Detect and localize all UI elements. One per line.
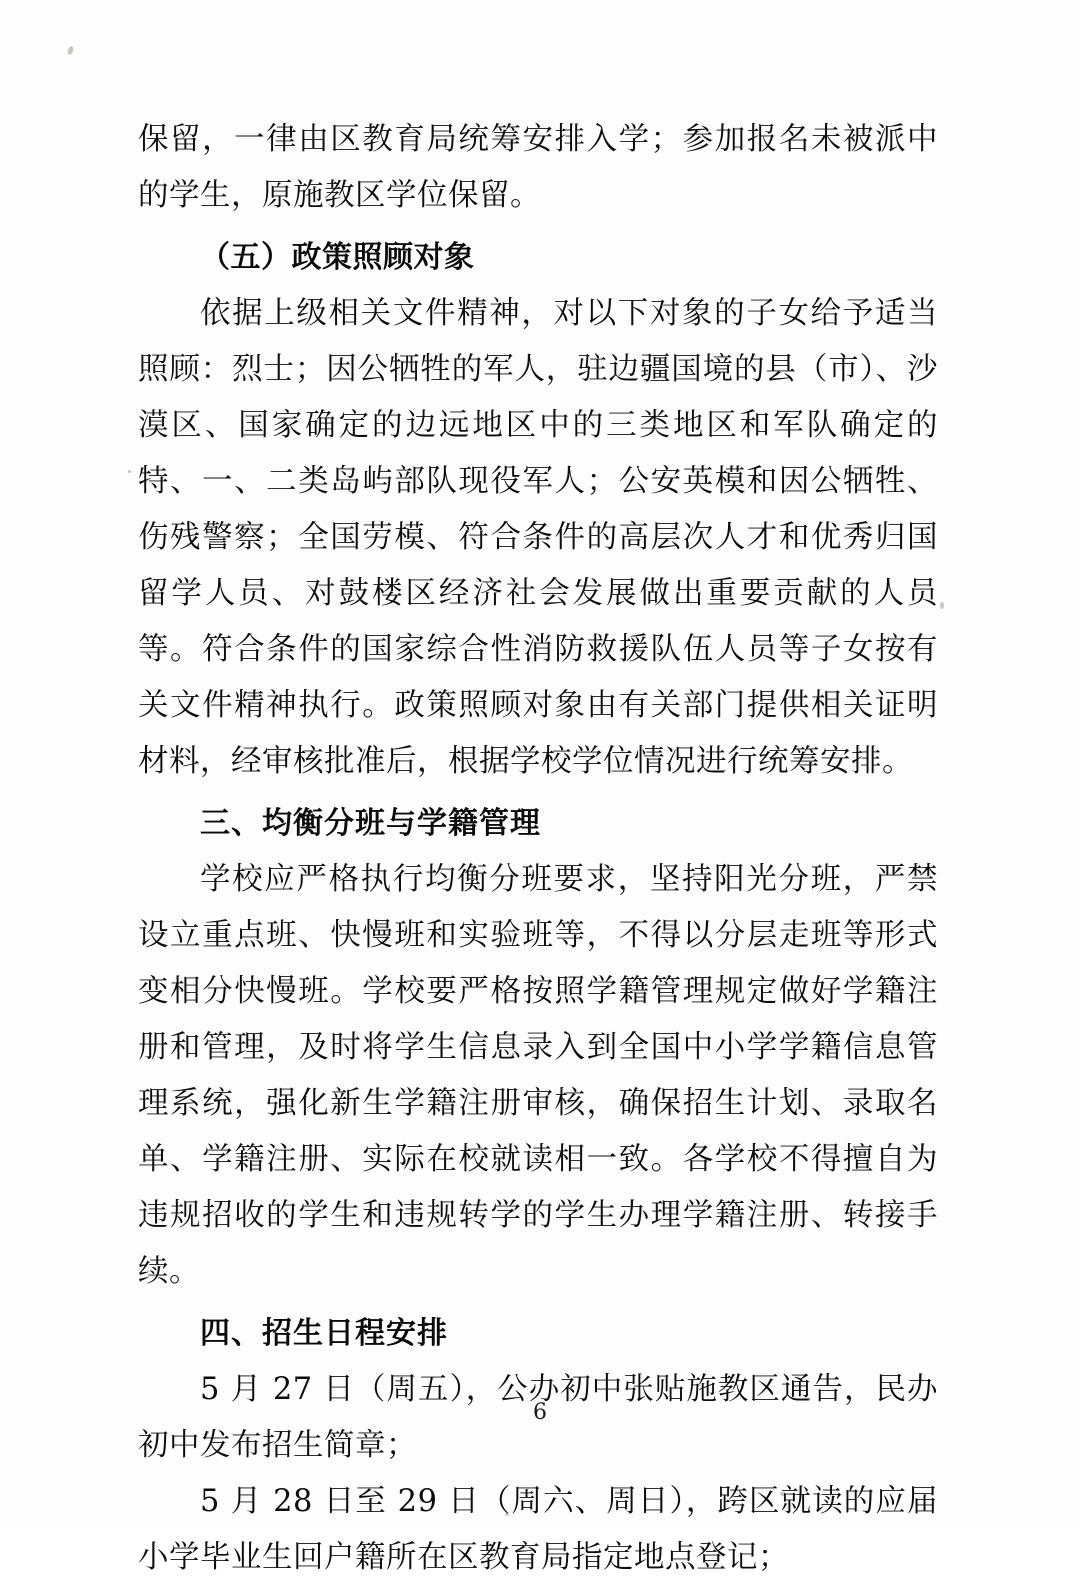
scan-speck <box>128 470 131 473</box>
heading-section-four: 四、招生日程安排 <box>200 1316 448 1351</box>
scan-speck <box>940 602 944 609</box>
paragraph-section-three-body: 学校应严格执行均衡分班要求，坚持阳光分班，严禁设立重点班、快慢班和实验班等，不得以分层走班等形式变相分快慢班。学校要严格按照学籍管理规定做好学籍注册和管理，及时将学生信息录入到全国中小学学籍信息管理系统，强化新生学籍注册审核，确保招生计划、录取名单、学籍注册、实际在校就读相一致。各学校不得擅自为违规招收的学生和违规转学的学生办理学籍注册、转接手续。 <box>138 862 938 1289</box>
paragraph-policy-care-targets: 依据上级相关文件精神，对以下对象的子女给予适当照顾：烈士；因公牺牲的军人，驻边疆国境的县（市）、沙漠区、国家确定的边远地区中的三类地区和军队确定的特、一、二类岛屿部队现役军人；公安英模和因公牺牲、伤残警察；全国劳模、符合条件的高层次人才和优秀归国留学人员、对鼓楼区经济社会发展做出重要贡献的人员等。符合条件的国家综合性消防救援队伍人员等子女按有关文件精神执行。政策照顾对象由有关部门提供相关证明材料，经审核批准后，根据学校学位情况进行统筹安排。 <box>138 296 938 779</box>
subheading-policy-care-targets: （五）政策照顾对象 <box>200 240 475 275</box>
page-number: 6 <box>533 1400 547 1425</box>
heading-section-three: 三、均衡分班与学籍管理 <box>200 806 541 841</box>
paragraph-schedule-may-27: 5 月 27 日（周五），公办初中张贴施教区通告，民办初中发布招生简章； <box>138 1372 938 1463</box>
document-body <box>138 112 938 1586</box>
paragraph-continuation: 保留，一律由区教育局统筹安排入学；参加报名未被派中的学生，原施教区学位保留。 <box>138 122 938 213</box>
scan-speck <box>67 45 75 55</box>
paragraph-schedule-may-28-29: 5 月 28 日至 29 日（周六、周日），跨区就读的应届小学毕业生回户籍所在区教育局指定地点登记； <box>138 1484 938 1575</box>
